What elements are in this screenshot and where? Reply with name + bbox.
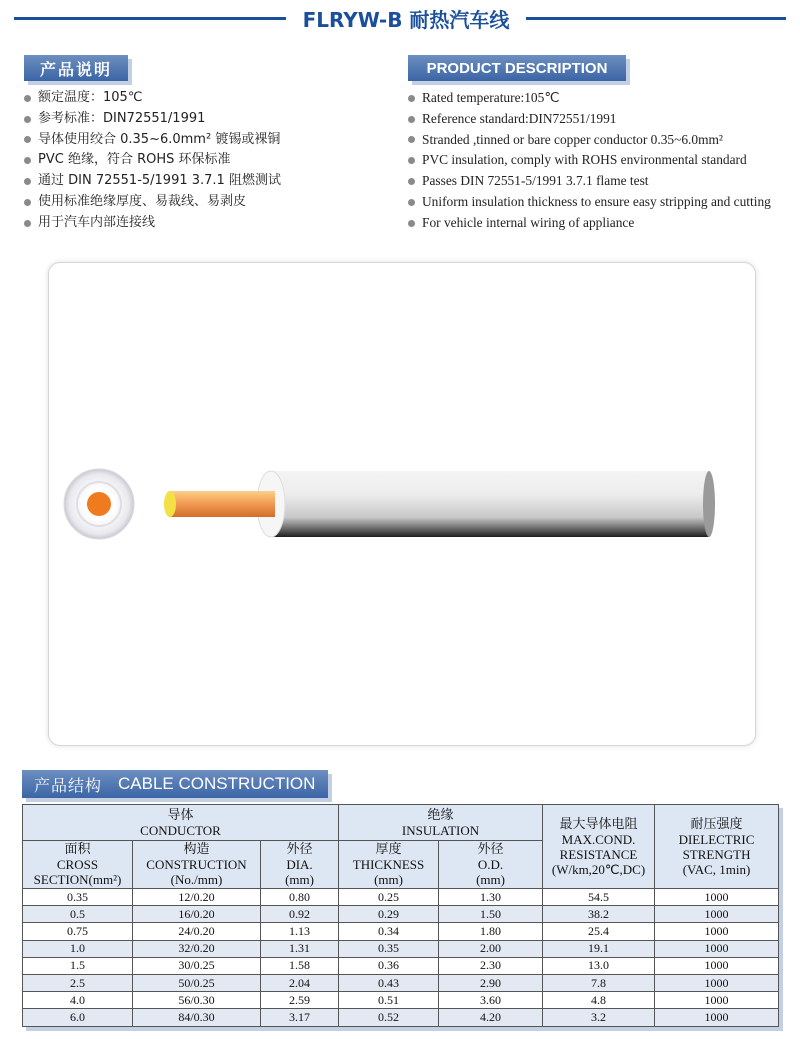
bullet-icon	[408, 220, 415, 227]
table-cell: 0.92	[261, 906, 339, 923]
cable-side-view	[164, 471, 715, 537]
page-header	[0, 0, 800, 40]
construction-header: 构造 CONSTRUCTION (No./mm)	[133, 841, 261, 889]
table-cell: 32/0.20	[133, 940, 261, 957]
product-desc-cn-heading: 产品说明	[24, 55, 128, 81]
table-cell: 24/0.20	[133, 923, 261, 940]
table-cell: 19.1	[543, 940, 655, 957]
table-cell: 38.2	[543, 906, 655, 923]
bullet-icon	[408, 178, 415, 185]
table-cell: 1.13	[261, 923, 339, 940]
product-desc-cn-list	[24, 88, 394, 234]
list-item: PVC insulation, comply with ROHS environmental standard	[408, 150, 798, 171]
table-cell: 25.4	[543, 923, 655, 940]
bullet-icon	[24, 220, 31, 227]
table-cell: 1.50	[439, 906, 543, 923]
cross-section-header: 面积 CROSS SECTION(mm²)	[23, 841, 133, 889]
bullet-icon	[24, 178, 31, 185]
table-cell: 1.31	[261, 940, 339, 957]
table-row	[23, 889, 779, 906]
list-item: 导体使用绞合 0.35~6.0mm² 镀锡或裸铜	[24, 130, 394, 151]
table-cell: 84/0.30	[133, 1009, 261, 1026]
table-cell: 6.0	[23, 1009, 133, 1026]
bullet-icon	[408, 157, 415, 164]
cable-construction-heading	[22, 770, 328, 798]
table-cell: 0.35	[339, 940, 439, 957]
table-cell: 0.75	[23, 923, 133, 940]
table-cell: 2.30	[439, 957, 543, 974]
bullet-icon	[408, 136, 415, 143]
construction-table	[22, 804, 779, 1027]
table-row	[23, 940, 779, 957]
table-cell: 1.80	[439, 923, 543, 940]
list-item: 使用标准绝缘厚度、易裁线、易剥皮	[24, 192, 394, 213]
list-item: 用于汽车内部连接线	[24, 213, 394, 234]
bullet-icon	[24, 95, 31, 102]
bullet-icon	[408, 116, 415, 123]
table-cell: 1000	[655, 957, 779, 974]
construction-heading-en: CABLE CONSTRUCTION	[118, 774, 316, 793]
table-cell: 3.60	[439, 992, 543, 1009]
table-cell: 1.58	[261, 957, 339, 974]
table-cell: 1000	[655, 906, 779, 923]
table-row	[23, 1009, 779, 1026]
table-cell: 2.59	[261, 992, 339, 1009]
table-cell: 16/0.20	[133, 906, 261, 923]
table-cell: 30/0.25	[133, 957, 261, 974]
table-cell: 0.34	[339, 923, 439, 940]
table-cell: 1000	[655, 992, 779, 1009]
table-cell: 1000	[655, 974, 779, 991]
bullet-icon	[24, 116, 31, 123]
list-item: Passes DIN 72551-5/1991 3.7.1 flame test	[408, 171, 798, 192]
table-cell: 0.25	[339, 889, 439, 906]
table-cell: 1.5	[23, 957, 133, 974]
resistance-header: 最大导体电阻 MAX.COND. RESISTANCE (W/km,20℃,DC)	[543, 805, 655, 889]
product-desc-en-heading: PRODUCT DESCRIPTION	[408, 55, 626, 81]
table-cell: 1000	[655, 889, 779, 906]
table-cell: 2.04	[261, 974, 339, 991]
table-cell: 3.2	[543, 1009, 655, 1026]
conductor-group-header: 导体 CONDUCTOR	[23, 805, 339, 841]
table-cell: 4.0	[23, 992, 133, 1009]
table-row	[23, 992, 779, 1009]
table-cell: 0.5	[23, 906, 133, 923]
header-rule-right	[526, 17, 786, 20]
list-item: 参考标准：DIN72551/1991	[24, 109, 394, 130]
table-row	[23, 906, 779, 923]
cable-image-frame	[48, 262, 756, 746]
product-desc-en-list	[408, 88, 798, 234]
table-cell: 4.20	[439, 1009, 543, 1026]
page-title: FLRYW-B 耐热汽车线	[302, 8, 510, 32]
list-item: Uniform insulation thickness to ensure easy stripping and cutting	[408, 192, 798, 213]
table-cell: 1000	[655, 923, 779, 940]
thickness-header: 厚度 THICKNESS (mm)	[339, 841, 439, 889]
table-cell: 0.29	[339, 906, 439, 923]
table-cell: 1000	[655, 1009, 779, 1026]
table-row	[23, 974, 779, 991]
table-cell: 2.5	[23, 974, 133, 991]
table-cell: 4.8	[543, 992, 655, 1009]
table-cell: 1.30	[439, 889, 543, 906]
bullet-icon	[24, 136, 31, 143]
table-cell: 0.35	[23, 889, 133, 906]
table-cell: 13.0	[543, 957, 655, 974]
bullet-icon	[24, 157, 31, 164]
list-item: For vehicle internal wiring of appliance	[408, 213, 798, 234]
table-cell: 1000	[655, 940, 779, 957]
dielectric-header: 耐压强度 DIELECTRIC STRENGTH (VAC, 1min)	[655, 805, 779, 889]
list-item: PVC 绝缘，符合 ROHS 环保标准	[24, 150, 394, 171]
list-item: Reference standard:DIN72551/1991	[408, 109, 798, 130]
bullet-icon	[24, 199, 31, 206]
table-cell: 7.8	[543, 974, 655, 991]
table-row	[23, 923, 779, 940]
conductor-dia-header: 外径 DIA. (mm)	[261, 841, 339, 889]
table-cell: 54.5	[543, 889, 655, 906]
table-cell: 3.17	[261, 1009, 339, 1026]
list-item: Rated temperature:105℃	[408, 88, 798, 109]
cable-illustration	[49, 263, 757, 747]
table-cell: 0.43	[339, 974, 439, 991]
table-cell: 1.0	[23, 940, 133, 957]
table-cell: 56/0.30	[133, 992, 261, 1009]
list-item: 额定温度：105℃	[24, 88, 394, 109]
outer-dia-header: 外径 O.D. (mm)	[439, 841, 543, 889]
bullet-icon	[408, 199, 415, 206]
table-cell: 0.80	[261, 889, 339, 906]
header-rule-left	[14, 17, 286, 20]
table-row	[23, 957, 779, 974]
table-cell: 2.90	[439, 974, 543, 991]
table-cell: 0.51	[339, 992, 439, 1009]
table-cell: 50/0.25	[133, 974, 261, 991]
table-cell: 2.00	[439, 940, 543, 957]
bullet-icon	[408, 95, 415, 102]
cable-cross-section	[64, 469, 134, 539]
list-item: Stranded ,tinned or bare copper conductor 0.35~6.0mm²	[408, 130, 798, 151]
list-item: 通过 DIN 72551-5/1991 3.7.1 阻燃测试	[24, 171, 394, 192]
table-cell: 0.36	[339, 957, 439, 974]
table-cell: 12/0.20	[133, 889, 261, 906]
table-cell: 0.52	[339, 1009, 439, 1026]
insulation-group-header: 绝缘 INSULATION	[339, 805, 543, 841]
construction-heading-cn: 产品结构	[34, 775, 103, 795]
